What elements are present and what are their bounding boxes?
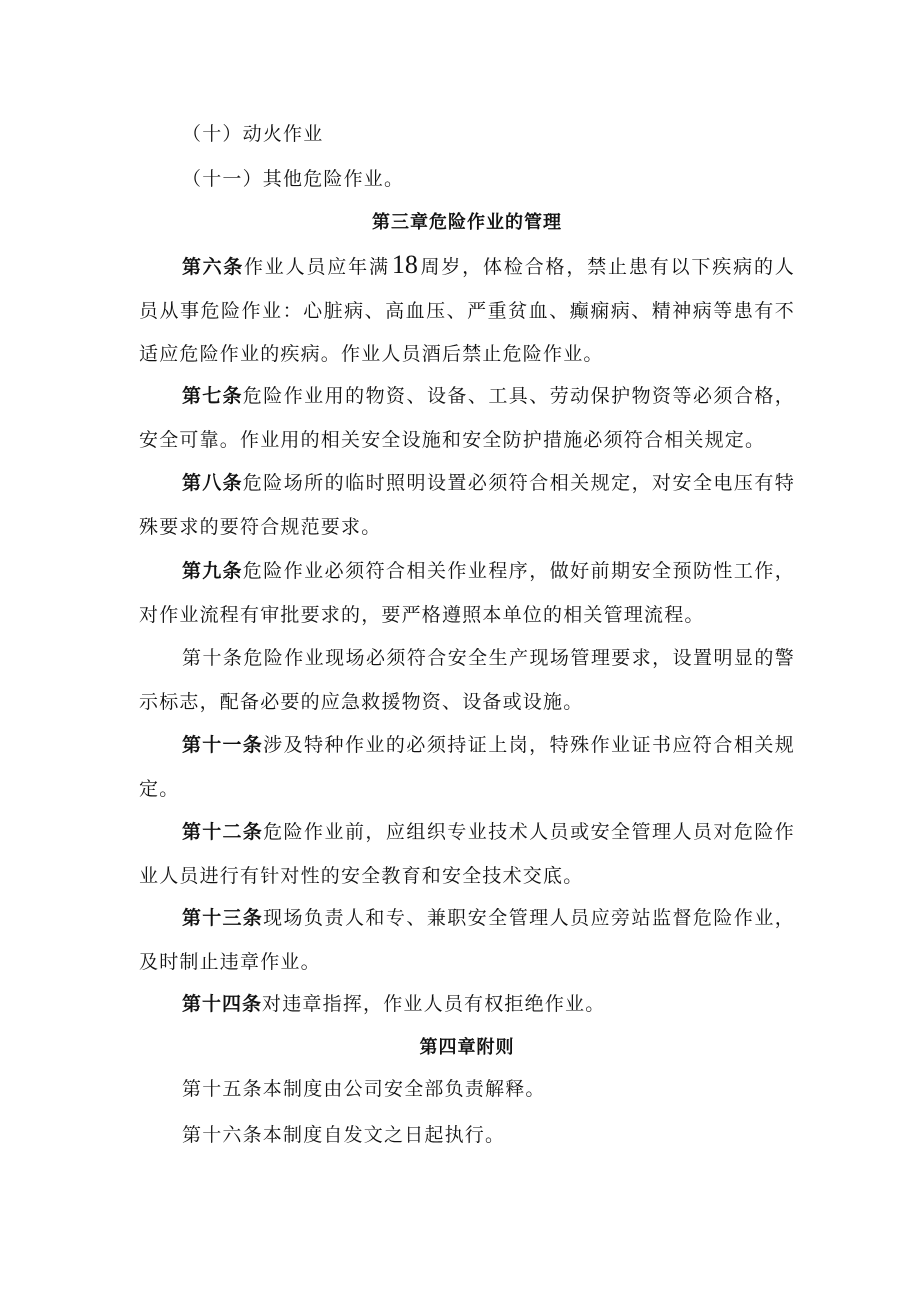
article-13 <box>139 897 795 984</box>
article-12 <box>139 811 795 898</box>
article-6-age-number: 18 <box>391 250 418 279</box>
article-14 <box>139 983 795 1027</box>
article-13-text: 现场负责人和专、兼职安全管理人员应旁站监督危险作业，及时制止违章作业。 <box>139 907 795 973</box>
article-12-text: 危险作业前，应组织专业技术人员或安全管理人员对危险作业人员进行有针对性的安全教育和安全技术交底。 <box>139 821 795 887</box>
list-item-10-text: （十）动火作业 <box>182 123 324 145</box>
article-10 <box>139 637 795 724</box>
article-13-label: 第十三条 <box>182 907 264 929</box>
article-8-label: 第八条 <box>182 472 243 494</box>
article-11 <box>139 724 795 811</box>
article-7-label: 第七条 <box>182 385 243 407</box>
article-16-text: 第十六条本制度自发文之日起执行。 <box>182 1124 506 1146</box>
article-9 <box>139 550 795 637</box>
article-14-label: 第十四条 <box>182 993 263 1015</box>
list-item-11-text: （十一）其他危险作业。 <box>182 168 405 190</box>
article-15-text: 第十五条本制度由公司安全部负责解释。 <box>182 1078 546 1100</box>
article-14-text: 对违章指挥，作业人员有权拒绝作业。 <box>262 993 606 1015</box>
article-12-label: 第十二条 <box>182 821 264 843</box>
article-6 <box>139 243 795 377</box>
article-11-text: 涉及特种作业的必须持证上岗，特殊作业证书应符合相关规定。 <box>139 734 795 800</box>
chapter-4-heading: 第四章附则 <box>419 1037 515 1058</box>
article-6-text-before: 作业人员应年满 <box>243 256 390 278</box>
article-10-text: 第十条危险作业现场必须符合安全生产现场管理要求，设置明显的警示标志，配备必要的应急救援物资、设备或设施。 <box>139 647 795 713</box>
list-item-10 <box>139 113 795 157</box>
article-16 <box>139 1114 795 1158</box>
article-8 <box>139 462 795 549</box>
chapter-3-heading: 第三章危险作业的管理 <box>372 212 562 233</box>
article-9-text: 危险作业必须符合相关作业程序，做好前期安全预防性工作，对作业流程有审批要求的，要严格遵照本单位的相关管理流程。 <box>139 560 795 626</box>
list-item-11 <box>139 158 795 202</box>
article-8-text: 危险场所的临时照明设置必须符合相关规定，对安全电压有特殊要求的要符合规范要求。 <box>139 472 795 538</box>
article-11-label: 第十一条 <box>182 734 264 756</box>
article-6-label: 第六条 <box>182 256 244 278</box>
article-6-text-after: 周岁，体检合格，禁止患有以下疾病的人员从事危险作业：心脏病、高血压、严重贫血、癫痫病、精神病等患有不适应危险作业的疾病。作业人员酒后禁止危险作业。 <box>139 256 795 365</box>
article-9-label: 第九条 <box>182 560 243 582</box>
article-7 <box>139 375 795 462</box>
article-15 <box>139 1068 795 1112</box>
article-7-text: 危险作业用的物资、设备、工具、劳动保护物资等必须合格，安全可靠。作业用的相关安全设施和安全防护措施必须符合相关规定。 <box>139 385 795 451</box>
